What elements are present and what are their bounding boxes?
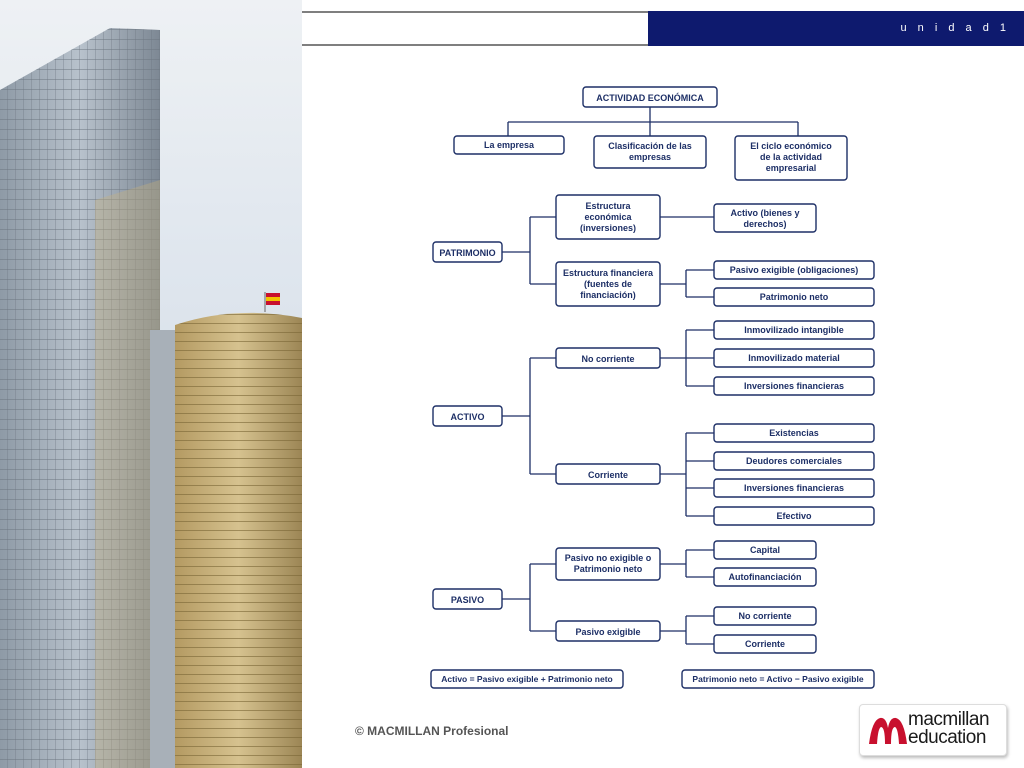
label-c-item: Deudores comerciales <box>745 456 843 466</box>
label-pasivo-exigible-oblig: Pasivo exigible (obligaciones) <box>729 265 859 275</box>
logo-line1: macmillan <box>908 709 990 730</box>
label-clasificacion: empresas <box>628 152 672 162</box>
label-pe-corriente: Corriente <box>744 639 786 649</box>
label-clasificacion: Clasificación de las <box>608 141 692 151</box>
label-formula-pn: Patrimonio neto = Activo − Pasivo exigible <box>692 674 864 684</box>
label-pasivo-exigible: Pasivo exigible <box>575 627 641 637</box>
label-c-item: Existencias <box>769 428 819 438</box>
macmillan-mark-icon <box>866 710 910 750</box>
skyscrapers-illustration <box>0 0 302 768</box>
label-pe-no-corriente: No corriente <box>738 611 792 621</box>
label-formula-activo: Activo = Pasivo exigible + Patrimonio neto <box>441 674 613 684</box>
unit-header-bar <box>648 11 1024 46</box>
label-root: ACTIVIDAD ECONÓMICA <box>596 93 704 103</box>
label-ciclo: El ciclo económico <box>750 141 832 151</box>
label-eco: Estructura <box>585 201 631 211</box>
label-ciclo: de la actividad <box>759 152 823 162</box>
header-divider-bottom <box>302 44 648 46</box>
copyright-text: © MACMILLAN Profesional <box>355 724 509 738</box>
label-activo: ACTIVO <box>450 412 485 422</box>
label-pasivo: PASIVO <box>450 595 485 605</box>
label-autofinanciacion: Autofinanciación <box>728 572 802 582</box>
label-la-empresa: La empresa <box>483 140 535 150</box>
label-ciclo: empresarial <box>765 163 817 173</box>
concept-map <box>428 80 888 705</box>
label-nc-item: Inmovilizado intangible <box>744 325 844 335</box>
macmillan-logo <box>859 704 1007 756</box>
label-pasivo-no-exigible: Pasivo no exigible o <box>564 553 652 563</box>
label-eco: (inversiones) <box>579 223 637 233</box>
label-c-item: Efectivo <box>776 511 812 521</box>
label-pasivo-no-exigible: Patrimonio neto <box>573 564 643 574</box>
label-corriente: Corriente <box>587 470 629 480</box>
label-activo-bienes: derechos) <box>743 219 787 229</box>
label-eco: económica <box>584 212 632 222</box>
label-capital: Capital <box>749 545 781 555</box>
concept-map-svg <box>428 80 888 700</box>
label-fin: (fuentes de <box>583 279 633 289</box>
label-no-corriente: No corriente <box>581 354 635 364</box>
logo-line2: education <box>908 727 986 748</box>
unit-label: u n i d a d 1 <box>900 22 1010 34</box>
label-c-item: Inversiones financieras <box>743 483 845 493</box>
label-patrimonio: PATRIMONIO <box>439 248 496 258</box>
buildings-photo <box>0 0 302 768</box>
label-fin: financiación) <box>580 290 636 300</box>
header-blank-band <box>302 13 648 44</box>
label-fin: Estructura financiera <box>562 268 654 278</box>
label-nc-item: Inversiones financieras <box>743 381 845 391</box>
label-activo-bienes: Activo (bienes y <box>730 208 800 218</box>
header-divider-top <box>302 11 648 13</box>
label-nc-item: Inmovilizado material <box>748 353 840 363</box>
label-patrimonio-neto: Patrimonio neto <box>759 292 829 302</box>
